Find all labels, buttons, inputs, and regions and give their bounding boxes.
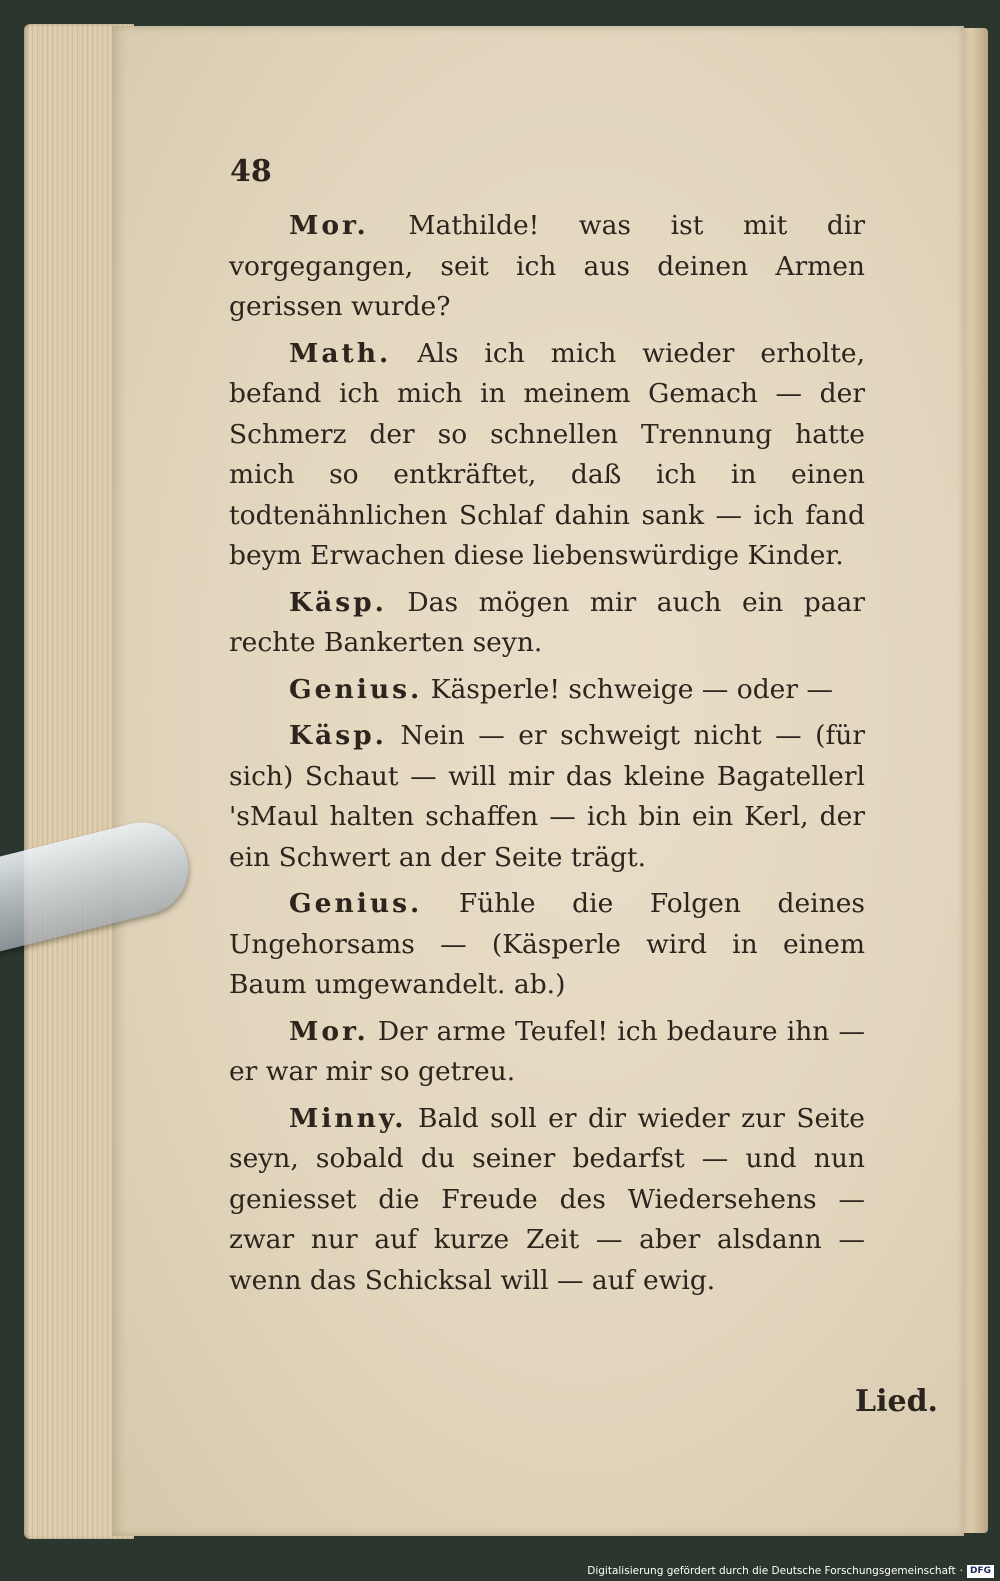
- paragraph-text: Bald soll er dir wieder zur Seite seyn, sobald du seiner bedarfst — und nun geniesset die Freude des Wiedersehens — zwar nur auf kurze Zeit — aber alsdann — wenn das Schicksal will — auf ewig.: [229, 1102, 865, 1296]
- digitization-credit: [587, 1563, 994, 1579]
- speaker-name: Käsp.: [289, 720, 387, 751]
- speaker-name: Genius.: [289, 673, 423, 705]
- paragraph: [229, 716, 865, 878]
- paragraph: [229, 884, 865, 1006]
- speaker-name: Minny.: [289, 1102, 407, 1134]
- speaker-name: Mor.: [289, 1015, 369, 1047]
- paragraph: [229, 1099, 865, 1302]
- paragraph: [229, 1012, 865, 1093]
- paragraph-text: Das mögen mir auch ein paar rechte Bankerten seyn.: [229, 586, 865, 658]
- dfg-logo: DFG: [967, 1565, 994, 1578]
- paragraph-text: Als ich mich wieder erholte, befand ich mich in meinem Gemach — der Schmerz der so schnellen Trennung hatte mich so entkräftet, daß ich in einen todtenähnlichen Schlaf dahin sank — ich fand beym Erwachen diese liebenswürdige Kinder.: [229, 337, 865, 571]
- speaker-name: Käsp.: [289, 586, 387, 618]
- paragraph-text: Nein — er schweigt nicht — (für sich) Schaut — will mir das kleine Bagatellerl 'sMaul halten schaffen — ich bin ein Kerl, der ein Schwert an der Seite trägt.: [229, 720, 865, 873]
- speaker-name: Genius.: [289, 888, 423, 919]
- separator: ·: [959, 1565, 963, 1577]
- page-number: 48: [230, 154, 272, 189]
- paragraph-text: Mathilde! was ist mit dir vorgegangen, seit ich aus deinen Armen gerissen wurde?: [229, 210, 865, 322]
- paragraph-text: Käsperle! schweige — oder —: [422, 673, 833, 705]
- catchword: Lied.: [855, 1384, 938, 1419]
- paragraph-text: Fühle die Folgen deines Ungehorsams — (Käsperle wird in einem Baum umgewandelt. ab.): [229, 888, 865, 1000]
- paragraph-text: Der arme Teufel! ich bedaure ihn — er war mir so getreu.: [229, 1015, 865, 1087]
- paragraph: [229, 583, 865, 664]
- speaker-name: Math.: [289, 337, 392, 369]
- paragraph: [229, 334, 865, 577]
- paragraph: [229, 206, 865, 328]
- paragraph: [229, 670, 865, 711]
- page-text: [229, 206, 865, 1307]
- book-right-edge: [960, 28, 988, 1533]
- book-page: [112, 26, 964, 1536]
- credit-text: Digitalisierung gefördert durch die Deutsche Forschungsgemeinschaft: [587, 1565, 956, 1577]
- speaker-name: Mor.: [289, 210, 369, 241]
